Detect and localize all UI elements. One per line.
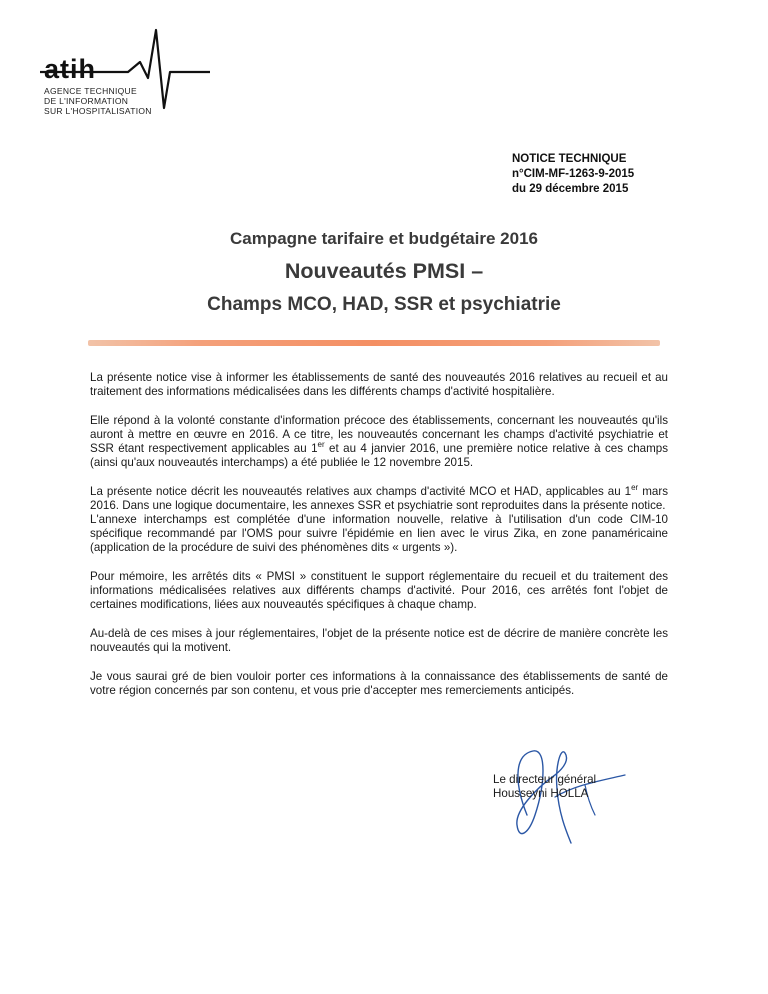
agency-line: SUR L'HOSPITALISATION — [44, 106, 152, 116]
paragraph: Au-delà de ces mises à jour réglementaires, l'objet de la présente notice est de décrire de manière concrète les nouveautés qui la motivent. — [90, 627, 668, 654]
paragraph: La présente notice vise à informer les établissements de santé des nouveautés 2016 relatives au recueil et au traitement des informations médicalisées dans les différents champs d'activité hospitalière. — [90, 371, 668, 398]
notice-label: NOTICE TECHNIQUE — [512, 153, 627, 165]
signatory-role: Le directeur général — [493, 773, 597, 786]
paragraph — [90, 485, 668, 513]
paragraph-text: et au 4 janvier 2016, une première notice relative à ces champs (ainsi qu'aux nouveautés interchamps) a été publiée le 12 novembre 2015. — [90, 442, 668, 469]
title-divider — [88, 340, 660, 346]
agency-line: DE L'INFORMATION — [44, 96, 129, 106]
notice-number: n°CIM-MF-1263-9-2015 — [512, 168, 635, 180]
paragraph-text: Elle répond à la volonté constante d'information précoce des établissements, concernant les nouveautés qu'ils auront à mettre en œuvre en 2016. A ce titre, les nouveautés concernant les champs d'activité psychiatrie et SSR étant respectivement applicables au 1 — [90, 414, 668, 455]
main-title: Nouveautés PMSI – — [284, 259, 484, 283]
superscript: er — [631, 483, 639, 493]
paragraph — [90, 414, 668, 470]
logo-wordmark: atih — [44, 54, 97, 84]
notice-reference — [512, 152, 634, 197]
paragraph: L'annexe interchamps est complétée d'une information nouvelle, relative à l'utilisation d'un code CIM-10 spécifique recommandé par l'OMS pour suivre l'épidémie en lien avec le virus Zika, en zone panaméricaine (application de la procédure de suivi des phénomènes dits « urgents »). — [90, 513, 668, 554]
notice-date: du 29 décembre 2015 — [512, 183, 629, 195]
fields-title: Champs MCO, HAD, SSR et psychiatrie — [207, 294, 561, 315]
agency-name — [44, 86, 152, 116]
agency-line: AGENCE TECHNIQUE — [44, 86, 137, 96]
notice-body — [90, 371, 668, 713]
signature-block — [493, 773, 596, 801]
paragraph: Je vous saurai gré de bien vouloir porter ces informations à la connaissance des établissements de santé de votre région concernés par son contenu, et vous prie d'accepter mes remerciements anticipés. — [90, 670, 668, 697]
paragraph: Pour mémoire, les arrêtés dits « PMSI » constituent le support réglementaire du recueil et du traitement des informations médicalisées relatives aux différents champs d'activité. Pour 2016, ces arrêtés font l'objet de certaines modifications, liées aux nouveautés spécifiques à chaque champ. — [90, 570, 668, 611]
paragraph-text: La présente notice décrit les nouveautés relatives aux champs d'activité MCO et HAD, applicables au 1 — [90, 485, 632, 498]
campaign-title: Campagne tarifaire et budgétaire 2016 — [229, 229, 538, 248]
signatory-name: Housseyni HOLLA — [493, 787, 589, 800]
paragraph-text: mars 2016. Dans une logique documentaire, les annexes SSR et psychiatrie sont reproduites dans la présente notice. — [90, 485, 669, 512]
superscript: er — [317, 440, 325, 450]
